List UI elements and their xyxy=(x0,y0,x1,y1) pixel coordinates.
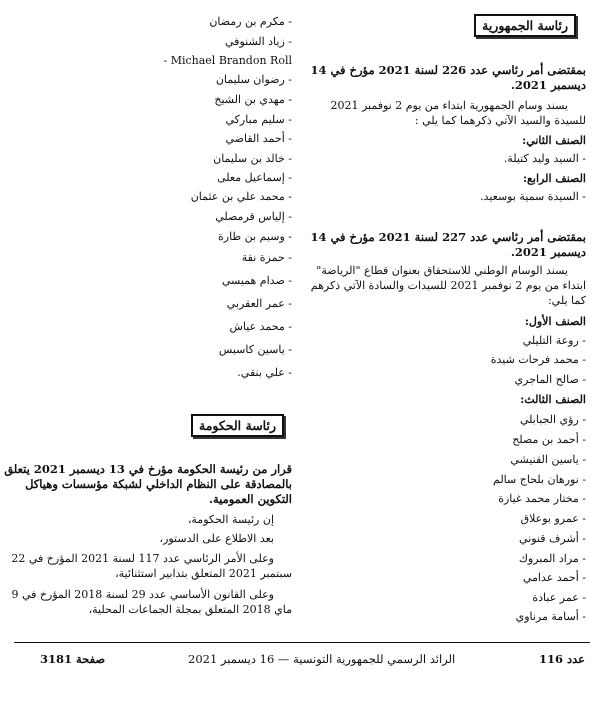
list-item: - زياد الشنوفي xyxy=(225,35,292,48)
list-item: - حمزة نقة xyxy=(241,251,292,264)
list-item: - نورهان بلحاج سالم xyxy=(493,473,586,486)
footer-issue: عدد 116 xyxy=(538,652,585,666)
list-item: - صدام هميسي xyxy=(221,274,292,287)
list-item: - أحمد القاضي xyxy=(225,132,292,145)
decree1-class4-name: - السيدة سمية بوسعيد. xyxy=(480,190,586,203)
footer-page-number: صفحة 3181 xyxy=(40,652,106,666)
list-item: - إسماعيل معلى xyxy=(217,171,292,184)
section-title-presidency: رئاسة الجمهورية xyxy=(474,14,576,37)
decree2-body-line1: يسند الوسام الوطني للاستحقاق بعنوان قطاع "الرياضة" xyxy=(316,264,568,277)
decision-title-line3: التكوين العمومية. xyxy=(208,492,292,506)
list-item: - أحمد بن مصلح xyxy=(512,433,586,446)
decision-paragraph3-line2: سبتمبر 2021 المتعلق بتدابير استثنائية، xyxy=(115,567,292,580)
decree1-class4-label: الصنف الرابع: xyxy=(523,172,586,185)
list-item: - أحمد عدامي xyxy=(522,571,586,584)
decision-paragraph1: إن رئيسة الحكومة، xyxy=(187,513,274,526)
decision-paragraph2: بعد الاطلاع على الدستور، xyxy=(159,532,274,545)
list-item: - عمرو بوعلاق xyxy=(520,512,586,525)
footer-rule xyxy=(14,642,590,643)
list-item: - عمر العقربي xyxy=(226,297,292,310)
decree2-title-line1: بمقتضى أمر رئاسي عدد 227 لسنة 2021 مؤرخ في 14 xyxy=(310,230,586,244)
list-item: - مكرم بن رمضان xyxy=(209,15,292,28)
decision-paragraph3-line1: وعلى الأمر الرئاسي عدد 117 لسنة 2021 المؤرخ في 22 xyxy=(11,552,274,565)
decision-paragraph4-line2: ماي 2018 المتعلق بمجلة الجماعات المحلية، xyxy=(88,603,292,616)
list-item: - إلياس قرمصلي xyxy=(215,210,292,223)
decision-paragraph4-line1: وعلى القانون الأساسي عدد 29 لسنة 2018 المؤرخ في 9 xyxy=(11,588,274,601)
list-item: - Michael Brandon Roll xyxy=(163,54,292,67)
list-item: - روعة التليلي xyxy=(522,334,586,347)
list-item: - صالح الماجري xyxy=(514,373,586,386)
decree1-title-line2: ديسمبر 2021. xyxy=(510,78,586,92)
list-item: - ياسين القنيشي xyxy=(510,453,586,466)
list-item: - وسيم بن طارة xyxy=(218,230,292,243)
list-item: - محمد فرحات شيدة xyxy=(490,353,586,366)
section-title-government: رئاسة الحكومة xyxy=(191,414,284,437)
decree1-body-line2: للسيدة والسيد الآتي ذكرهما كما يلي : xyxy=(414,114,586,127)
list-item: - علي بنقي. xyxy=(237,366,292,379)
list-item: - محمد عياش xyxy=(229,320,292,333)
list-item: - خالد بن سليمان xyxy=(213,152,292,165)
list-item: - مراد المبروك xyxy=(518,552,586,565)
list-item: - مختار محمد غيازة xyxy=(498,492,586,505)
list-item: - أسامة مرناوي xyxy=(515,610,586,623)
list-item: - مهدي بن الشيخ xyxy=(214,93,292,106)
decree2-class1-label: الصنف الأول: xyxy=(524,315,586,328)
list-item: - أشرف قنوني xyxy=(519,532,586,545)
list-item: - عمر عبادة xyxy=(532,591,586,604)
decree1-class2-name: - السيد وليد كتيلة. xyxy=(503,152,586,165)
list-item: - سليم مباركي xyxy=(225,113,292,126)
decree2-class3-label: الصنف الثالث: xyxy=(520,393,586,406)
decree2-body-line3: كما يلي: xyxy=(547,294,586,307)
decree1-title-line1: بمقتضى أمر رئاسي عدد 226 لسنة 2021 مؤرخ في 14 xyxy=(310,63,586,77)
decree2-title-line2: ديسمبر 2021. xyxy=(510,245,586,259)
decree1-class2-label: الصنف الثاني: xyxy=(522,134,586,147)
list-item: - رؤي الجبابلي xyxy=(520,413,586,426)
list-item: - رضوان سليمان xyxy=(215,73,292,86)
decision-title-line1: قرار من رئيسة الحكومة مؤرخ في 13 ديسمبر 2021 يتعلق xyxy=(4,462,292,476)
decree1-body-line1: يسند وسام الجمهورية ابتداء من يوم 2 نوفمبر 2021 xyxy=(330,99,568,112)
decision-title-line2: بالمصادقة على النظام الداخلي لشبكة مؤسسات وهياكل xyxy=(25,477,292,491)
list-item: - محمد علي بن عثمان xyxy=(190,190,292,203)
list-item: - ياسين كاسيس xyxy=(218,343,292,356)
footer-journal: الرائد الرسمي للجمهورية التونسية — 16 ديسمبر 2021 xyxy=(188,652,456,666)
decree2-body-line2: ابتداء من يوم 2 نوفمبر 2021 للسيدات والسادة الآتي ذكرهم xyxy=(310,279,586,292)
